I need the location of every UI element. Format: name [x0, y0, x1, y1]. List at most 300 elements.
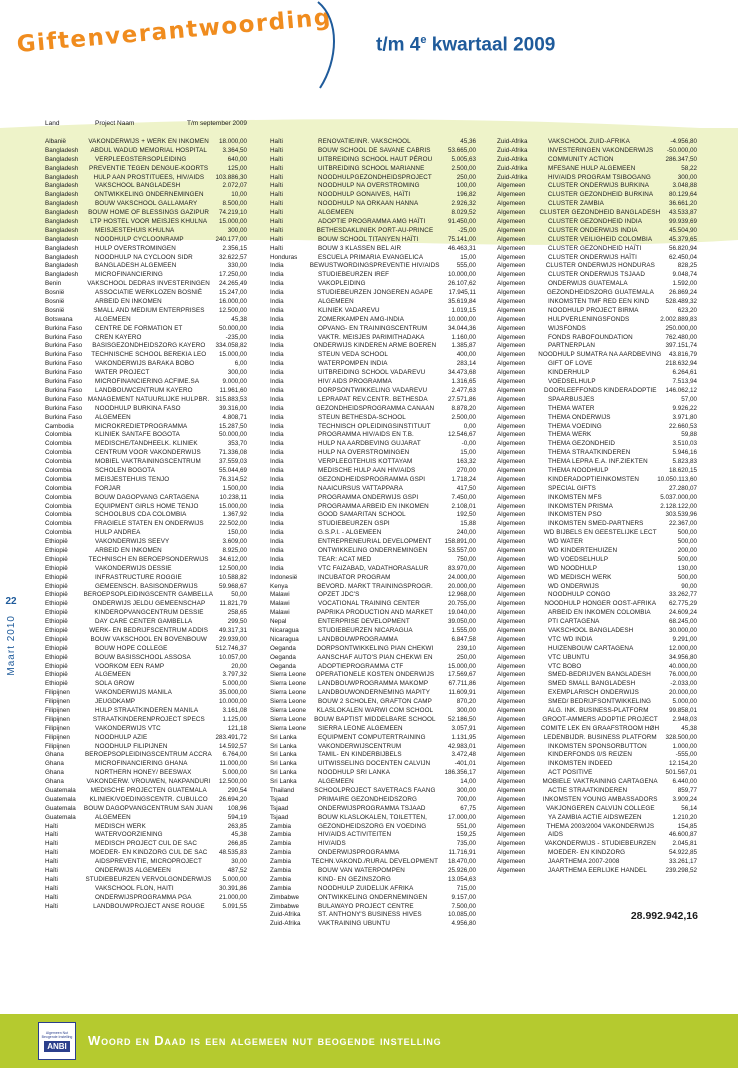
project-cell: STUDIEBEURZEN NICARAGUA — [318, 626, 413, 634]
project-cell: EQUIPMENT GIRLS HOME TENJO — [95, 502, 199, 510]
country-cell: India — [270, 546, 284, 554]
project-cell: BEWUSTWORDINGSPREVENTIE HIV/AIDS — [309, 262, 440, 270]
project-cell: NOODHULP GONAIVES, HAÏTI — [318, 191, 411, 199]
table-row — [270, 414, 476, 423]
country-cell: Algemeen — [497, 298, 526, 306]
table-row — [270, 396, 476, 405]
project-cell: KINDERHULP — [548, 369, 590, 377]
project-cell: INKOMSTEN TMF RED EEN KIND — [548, 298, 650, 306]
table-row — [497, 289, 697, 298]
country-cell: Algemeen — [497, 867, 526, 875]
table-row — [45, 405, 247, 414]
table-row — [497, 280, 697, 289]
country-cell: Guatemala — [45, 787, 76, 795]
project-cell: PRIMAIRE GEZONDHEIDSZORG — [318, 795, 417, 803]
amount-cell: 45,38 — [231, 315, 247, 323]
country-cell: Algemeen — [497, 520, 526, 528]
country-cell: Bangladesh — [45, 235, 79, 243]
amount-cell: 417,50 — [456, 484, 476, 492]
amount-cell: 40.000,00 — [668, 662, 697, 670]
amount-cell: 29.939,00 — [218, 635, 247, 643]
table-row — [45, 867, 247, 876]
table-row — [270, 911, 476, 920]
table-row — [45, 387, 247, 396]
country-cell: Sri Lanka — [270, 742, 297, 750]
amount-cell: 50.000,00 — [218, 324, 247, 332]
amount-cell: 500,00 — [677, 538, 697, 546]
table-row — [270, 511, 476, 520]
project-cell: VAKSCHOOL DEDRAS INVESTERINGEN — [87, 280, 210, 288]
amount-cell: 25.926,00 — [447, 867, 476, 875]
country-cell: Ethiopië — [45, 635, 68, 643]
project-cell: ONDERWIJSPROGRAMMA TSJAAD — [318, 804, 426, 812]
amount-cell: 10.588,82 — [218, 573, 247, 581]
amount-cell: 15.000,00 — [447, 662, 476, 670]
table-row — [45, 849, 247, 858]
table-row — [270, 698, 476, 707]
project-cell: MEDISCHE HULP AAN HIV/AIDS — [318, 466, 416, 474]
table-row — [497, 627, 697, 636]
country-cell: Haïti — [270, 182, 283, 190]
table-row — [45, 236, 247, 245]
table-row — [45, 716, 247, 725]
project-cell: WATERVOORZIENING — [95, 831, 163, 839]
amount-cell: 24.000,00 — [447, 573, 476, 581]
project-cell: WIJSFONDS — [548, 324, 586, 332]
table-row — [497, 307, 697, 316]
amount-cell: 300,00 — [677, 173, 697, 181]
amount-cell: 50,00 — [231, 591, 247, 599]
project-cell: NOODHULPGEZONDHEIDSPROJECT — [318, 173, 432, 181]
amount-cell: 859,77 — [677, 787, 697, 795]
country-cell: Burkina Faso — [45, 342, 83, 350]
table-row — [497, 725, 697, 734]
table-row — [45, 698, 247, 707]
country-cell: Colombia — [45, 431, 72, 439]
country-cell: Algemeen — [497, 733, 526, 741]
amount-cell: 6.764,00 — [222, 751, 247, 759]
country-cell: Algemeen — [497, 582, 526, 590]
country-cell: Algemeen — [497, 546, 526, 554]
amount-cell: 9.926,22 — [672, 404, 697, 412]
amount-cell: 3.472,48 — [451, 751, 476, 759]
amount-cell: 3.161,08 — [222, 707, 247, 714]
table-row — [497, 200, 697, 209]
table-row — [270, 156, 476, 165]
country-cell: Colombia — [45, 449, 72, 457]
project-cell: NOODHULP NA OVERSTROMING — [318, 182, 420, 190]
table-row — [45, 689, 247, 698]
project-cell: VAKONDERW. VROUWEN, NAKPANDURI — [86, 778, 211, 786]
table-row — [497, 574, 697, 583]
project-cell: TEAR: ACAT MED — [318, 555, 372, 563]
table-row — [270, 236, 476, 245]
amount-cell: 397.151,74 — [665, 342, 697, 350]
country-cell: Tsjaad — [270, 795, 289, 803]
amount-cell: 196,82 — [456, 191, 476, 199]
country-cell: Sierra Leone — [270, 689, 307, 697]
country-cell: Ethiopië — [45, 555, 68, 563]
country-cell: Ethiopië — [45, 582, 68, 590]
project-cell: HUIZENBOUW CARTAGENA — [548, 644, 634, 652]
amount-cell: 24.265,49 — [218, 280, 247, 288]
project-cell: FONDS RABOFOUNDATION — [548, 333, 633, 341]
country-cell: Algemeen — [497, 502, 526, 510]
table-row — [497, 778, 697, 787]
project-cell: VAKSCHOOL ZUID-AFRIKA — [548, 138, 630, 145]
country-cell: Zambia — [270, 840, 291, 848]
project-cell: OPERATIONELE KOSTEN ONDERWIJS — [315, 671, 435, 679]
amount-cell: 6,00 — [234, 360, 247, 368]
table-row — [497, 440, 697, 449]
country-cell: India — [270, 484, 284, 492]
table-row — [45, 743, 247, 752]
table-row — [270, 191, 476, 200]
amount-cell: 300,00 — [456, 707, 476, 714]
amount-cell: 239,10 — [456, 644, 476, 652]
project-cell: MFESANE HULP ALGEMEEN — [548, 164, 636, 172]
table-row — [497, 165, 697, 174]
table-row — [497, 840, 697, 849]
amount-cell: 240,00 — [456, 529, 476, 537]
country-cell: Algemeen — [497, 573, 526, 581]
table-row — [270, 636, 476, 645]
amount-cell: 1.500,00 — [222, 484, 247, 492]
amount-cell: 3.364,50 — [222, 146, 247, 154]
project-cell: KIND- EN GEZINSZORG — [318, 875, 391, 883]
project-cell: HULPVERLENINGSFONDS — [548, 315, 630, 323]
country-cell: Algemeen — [497, 795, 526, 803]
project-cell: VAKONDERWIJS VTC — [95, 724, 161, 732]
project-cell: BANGLADESH ALGEMEEN — [95, 262, 177, 270]
amount-cell: 3.510,03 — [672, 440, 697, 448]
project-cell: NOODHULP CYCLOONRAMP — [95, 235, 184, 243]
project-cell: ASSOCIATIE WERKLOZEN BOSNIË — [95, 289, 203, 297]
project-cell: STEUN BETHESDA-SCHOOL — [318, 413, 406, 421]
amount-cell: 10.000,00 — [447, 271, 476, 279]
country-cell: India — [270, 369, 284, 377]
country-cell: Bosnië — [45, 289, 65, 297]
country-cell: India — [270, 511, 284, 519]
project-cell: MICROFINANCIERING — [95, 271, 163, 279]
country-cell: Burkina Faso — [45, 413, 83, 421]
country-cell: Botswana — [45, 315, 73, 323]
table-row — [497, 849, 697, 858]
country-cell: India — [270, 386, 284, 394]
amount-cell: 5.037.000,00 — [660, 493, 697, 501]
amount-cell: 8.878,20 — [451, 404, 476, 412]
project-cell: CLUSTER GEZONDHEID HAÏTI — [548, 244, 642, 252]
table-row — [497, 191, 697, 200]
country-cell: Bangladesh — [45, 164, 79, 172]
amount-cell: 186.356,17 — [444, 769, 476, 777]
project-cell: DOORLEEFFONDS KINDERADOPTIE — [543, 386, 657, 394]
country-cell: India — [270, 298, 284, 306]
country-cell: Oeganda — [270, 662, 296, 670]
table-row — [497, 707, 697, 716]
project-cell: WATER PROJECT — [95, 369, 150, 377]
project-cell: THEMA WATER — [548, 404, 595, 412]
amount-cell: 53.557,00 — [447, 546, 476, 554]
country-cell: Algemeen — [497, 466, 526, 474]
project-cell: MEDISCHE/TANDHEELK. KLINIEK — [95, 440, 198, 448]
project-cell: TAMIL- EN KINDERBIJBELS — [318, 751, 402, 759]
project-cell: GOOD SAMARITAN SCHOOL — [318, 511, 406, 519]
table-row — [45, 760, 247, 769]
table-row — [497, 387, 697, 396]
amount-cell: 34.473,68 — [447, 369, 476, 377]
amount-cell: 300,00 — [227, 226, 247, 234]
country-cell: Ethiopië — [45, 680, 68, 688]
amount-cell: 20.755,00 — [447, 600, 476, 608]
project-cell: SCHOLEN BOGOTA — [95, 466, 156, 474]
amount-cell: 76.000,00 — [668, 671, 697, 679]
country-cell: Algemeen — [497, 698, 526, 706]
project-cell: BOUW KLASLOKALEN, TOILETTEN, — [318, 813, 427, 821]
country-cell: Algemeen — [497, 822, 526, 830]
project-cell: JAARTHEMA 2007-2008 — [548, 858, 620, 866]
amount-cell: 43.533,87 — [668, 209, 697, 217]
country-cell: Tsjaad — [270, 804, 289, 812]
amount-cell: 551,00 — [456, 822, 476, 830]
country-cell: Haïti — [270, 244, 283, 252]
project-cell: EQUIPMENT COMPUTERTRAINING — [318, 733, 426, 741]
country-cell: Zambia — [270, 858, 291, 866]
table-row — [270, 271, 476, 280]
table-row — [45, 165, 247, 174]
table-row — [45, 298, 247, 307]
country-cell: Algemeen — [497, 226, 526, 234]
country-cell: Bangladesh — [45, 244, 79, 252]
country-cell: Ethiopië — [45, 600, 68, 608]
amount-cell: 9.000,00 — [222, 378, 247, 386]
project-cell: ENTERPRISE DEVELOPMENT — [318, 618, 410, 626]
country-cell: Algemeen — [497, 493, 526, 501]
country-cell: Algemeen — [497, 191, 526, 199]
amount-cell: 100,00 — [456, 182, 476, 190]
project-cell: MEISJESTEHUIS KHULNA — [95, 226, 175, 234]
amount-cell: 11.961,60 — [219, 386, 247, 394]
project-cell: MOEDER- EN KINDZORG — [548, 849, 626, 857]
table-row — [497, 600, 697, 609]
country-cell: Filipijnen — [45, 733, 70, 741]
project-cell: STRAATKINDERENPROJECT SPECS — [92, 715, 205, 723]
table-row — [270, 858, 476, 867]
amount-cell: 283,14 — [456, 360, 476, 368]
amount-cell: 3.609,00 — [222, 538, 247, 546]
project-cell: VERPLEEGTEHUIS KOTTAYAM — [318, 458, 413, 466]
amount-cell: 334.058,82 — [215, 342, 247, 350]
project-cell: BEROEPSOPLEIDINGSCENTR GAMBELLA — [83, 591, 214, 599]
table-header — [45, 118, 247, 138]
project-cell: UITBREIDING SCHOOL VADAREVU — [318, 369, 426, 377]
table-row — [45, 840, 247, 849]
project-cell: ABDUL WADUD MEMORIAL HOSPITAL — [90, 146, 207, 154]
amount-cell: 5.946,16 — [672, 449, 697, 457]
table-row — [45, 138, 247, 147]
table-row — [270, 316, 476, 325]
project-cell: KLINIEK VADAREVU — [318, 306, 380, 314]
amount-cell: 7.450,00 — [451, 493, 476, 501]
table-row — [270, 556, 476, 565]
table-row — [497, 262, 697, 271]
project-cell: NOODHULP SRI LANKA — [318, 769, 391, 777]
table-row — [270, 182, 476, 191]
table-row — [497, 138, 697, 147]
table-row — [270, 769, 476, 778]
project-cell: THEMA STRAATKINDEREN — [548, 449, 631, 457]
table-row — [270, 814, 476, 823]
amount-cell: 7.513,94 — [672, 378, 697, 386]
country-cell: Algemeen — [497, 600, 526, 608]
amount-cell: 1.592,00 — [672, 280, 697, 288]
project-cell: VERPLEEGSTERSOPLEIDING — [95, 155, 187, 163]
amount-cell: 17.945,11 — [448, 289, 476, 297]
table-row — [45, 547, 247, 556]
amount-cell: 35.619,84 — [447, 298, 476, 306]
country-cell: India — [270, 555, 284, 563]
project-cell: WERK- EN BEDRIJFSCENTRUM ADDIS — [89, 626, 209, 634]
project-cell: SPECIAL GIFTS — [548, 484, 596, 492]
project-cell: ALGEMEEN — [318, 298, 354, 306]
amount-cell: 27.280,07 — [668, 484, 697, 492]
table-row — [270, 760, 476, 769]
country-cell: Sierra Leone — [270, 680, 307, 688]
table-row — [270, 387, 476, 396]
project-cell: NOODHULP AZIE — [95, 733, 148, 741]
table-row — [270, 307, 476, 316]
table-row — [497, 867, 697, 876]
amount-cell: 240.177,00 — [215, 235, 247, 243]
amount-cell: 26.869,24 — [668, 289, 697, 297]
table-row — [270, 325, 476, 334]
country-cell: Ethiopië — [45, 538, 68, 546]
table-row — [45, 316, 247, 325]
table-row — [497, 254, 697, 263]
amount-cell: 22.367,00 — [668, 520, 697, 528]
amount-cell: 10.050.113,60 — [657, 475, 697, 483]
table-row — [270, 280, 476, 289]
amount-cell: 20,00 — [231, 662, 247, 670]
country-cell: Oeganda — [270, 653, 296, 661]
project-cell: VOCATIONAL TRAINING CENTER — [318, 600, 420, 608]
project-cell: BOUW VAKSCHOOL GALLAMARY — [95, 200, 198, 208]
table-row — [497, 680, 697, 689]
project-cell: UITBREIDING SCHOOL HAUT PÉROU — [317, 155, 433, 163]
country-cell: Bangladesh — [45, 200, 79, 208]
project-cell: FORJAR — [95, 484, 121, 492]
country-cell: Filipijnen — [45, 715, 70, 723]
amount-cell: 91.450,00 — [447, 218, 476, 226]
project-cell: ONTWIKKELING ONDERNEMINGEN — [94, 191, 204, 199]
project-cell: ALGEMEEN — [318, 778, 354, 786]
project-cell: KINDEROPVANGCENTRUM DESSIE — [94, 609, 204, 617]
country-cell: Thailand — [270, 787, 295, 795]
amount-cell: 125,00 — [227, 164, 247, 172]
amount-cell: 8.029,52 — [451, 209, 476, 217]
project-cell: OPZET JDC'S — [318, 591, 360, 599]
country-cell: Haïti — [45, 902, 58, 910]
project-cell: JEUGDKAMP — [95, 698, 136, 706]
amount-cell: 640,00 — [227, 155, 247, 163]
country-cell: Burkina Faso — [45, 360, 83, 368]
table-row — [270, 831, 476, 840]
project-cell: DORPSONTWIKKELING PIAN CHEKWI — [316, 644, 434, 652]
project-cell: BEVORD. MARKT TRAININGSPROGR. — [317, 582, 433, 590]
project-cell: STUDIEBEURZEN VERVOLGONDERWIJS — [85, 875, 212, 883]
table-row — [45, 360, 247, 369]
country-cell: India — [270, 306, 284, 314]
amount-cell: -0,00 — [461, 440, 476, 448]
country-cell: India — [270, 342, 284, 350]
table-row — [497, 520, 697, 529]
amount-cell: 67.711,86 — [448, 680, 476, 688]
table-row — [45, 885, 247, 894]
project-cell: LEPRAPAT REV.CENTR. BETHESDA — [318, 395, 428, 403]
amount-cell: 21.000,00 — [218, 893, 247, 901]
amount-cell: -50.000,00 — [666, 146, 697, 154]
table-row — [270, 654, 476, 663]
table-row — [497, 814, 697, 823]
amount-cell: 266,85 — [227, 840, 247, 848]
country-cell: India — [270, 564, 284, 572]
table-row — [497, 245, 697, 254]
amount-cell: 2.356,15 — [222, 244, 247, 252]
country-cell: Algemeen — [497, 724, 526, 732]
country-cell: Haïti — [270, 235, 283, 243]
project-cell: FRAGIELE STATEN EN ONDERWIJS — [94, 520, 204, 528]
table-row — [497, 565, 697, 574]
header-amount: T/m september 2009 — [187, 120, 247, 127]
country-cell: Algemeen — [497, 769, 526, 777]
table-row — [497, 698, 697, 707]
amount-cell: 528.489,32 — [665, 298, 697, 306]
country-cell: Bangladesh — [45, 218, 79, 226]
country-cell: Bosnië — [45, 298, 65, 306]
amount-cell: 11.000,00 — [219, 760, 247, 768]
country-cell: Algemeen — [497, 360, 526, 368]
table-row — [270, 725, 476, 734]
amount-cell: 400,00 — [456, 351, 476, 359]
amount-cell: -555,00 — [675, 751, 697, 759]
country-cell: Ethiopië — [45, 653, 68, 661]
country-cell: Haïti — [45, 893, 58, 901]
amount-cell: 200,00 — [677, 546, 697, 554]
amount-cell: 5.000,00 — [222, 769, 247, 777]
country-cell: Zimbabwe — [270, 902, 300, 910]
amount-cell: 33.261,17 — [668, 858, 697, 866]
amount-cell: 46.463,31 — [447, 244, 476, 252]
amount-cell: 828,25 — [677, 262, 697, 270]
amount-cell: 10.085,00 — [447, 911, 476, 919]
amount-cell: 0,00 — [463, 422, 476, 430]
amount-cell: 71.336,08 — [218, 449, 247, 457]
table-row — [45, 476, 247, 485]
amount-cell: 239.298,52 — [665, 867, 697, 875]
country-cell: India — [270, 289, 284, 297]
project-cell: THEMA ONDERWIJS — [548, 413, 611, 421]
country-cell: Algemeen — [497, 689, 526, 697]
amount-cell: 501.567,01 — [665, 769, 697, 777]
table-row — [45, 796, 247, 805]
table-row — [45, 725, 247, 734]
project-cell: MICROFINANCIERING ACFIME.SA — [95, 378, 200, 386]
table-row — [45, 778, 247, 787]
country-cell: Haïti — [45, 867, 58, 875]
project-cell: HULP NA AARDBEVING GUJARAT — [318, 440, 421, 448]
amount-cell: 487,52 — [227, 867, 247, 875]
amount-cell: 163,32 — [456, 458, 476, 466]
